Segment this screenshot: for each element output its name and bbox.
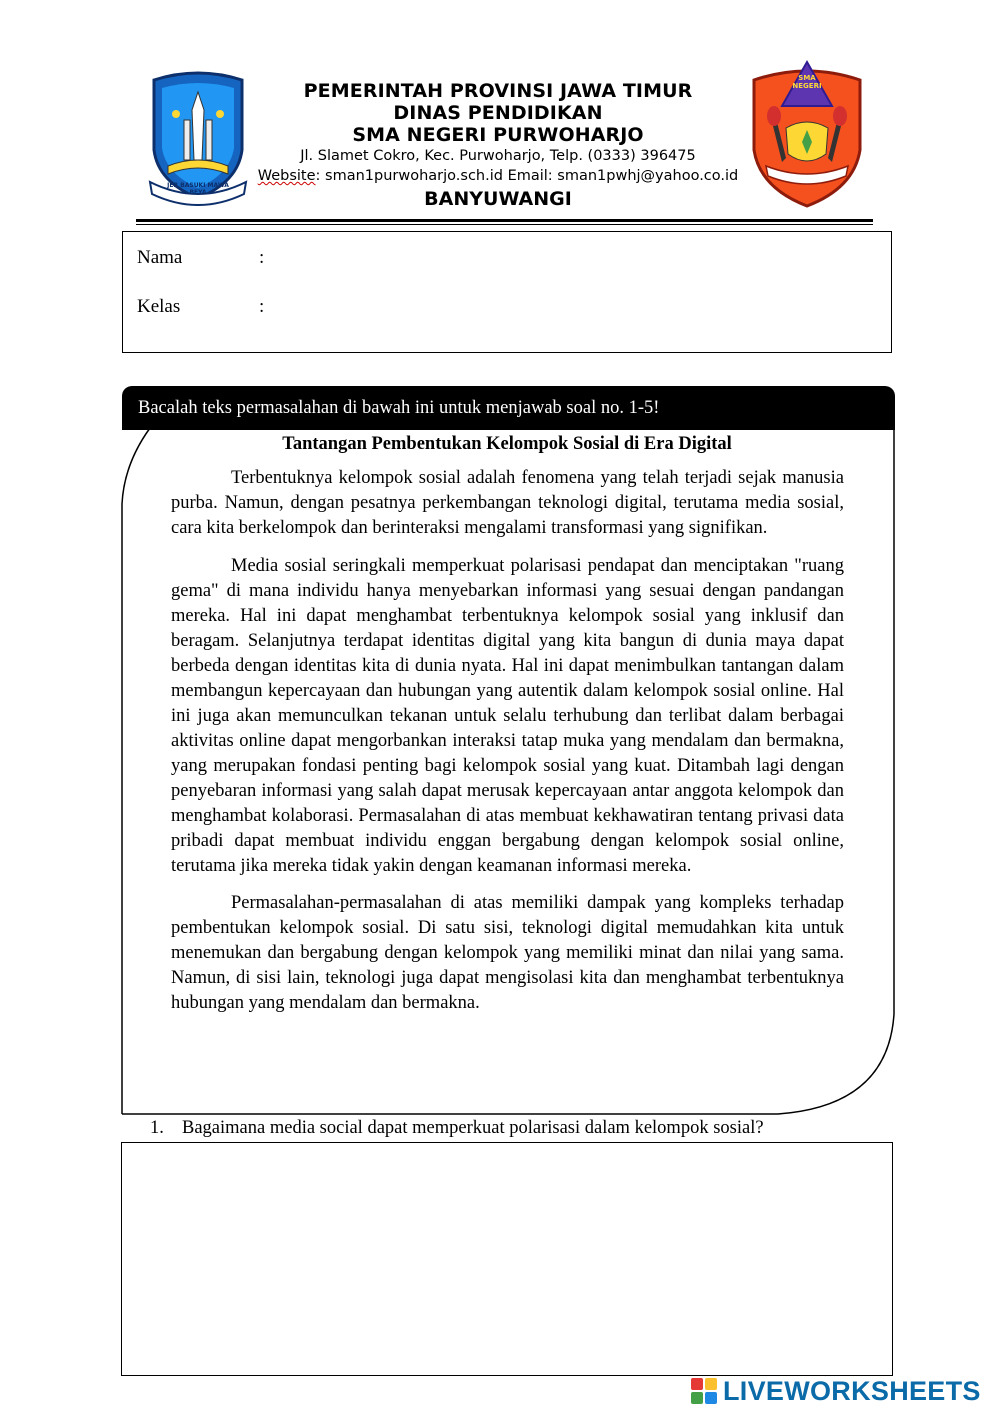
- website-label: Website: [257, 168, 316, 184]
- class-row: [137, 296, 264, 318]
- passage-paragraph: Terbentuknya kelompok sosial adalah fenomena yang telah terjadi sejak manusia purba. Namun, dengan pesatnya perkembangan teknologi digital, terutama media sosial, cara kita berkelompok dan berinteraksi mengalami transformasi yang signifikan.: [171, 468, 844, 538]
- passage-paragraph: Media sosial seringkali memperkuat polarisasi pendapat dan menciptakan "ruang gema" di mana individu hanya menyebarkan informasi yang sesuai dengan pandangan mereka. Hal ini dapat menghambat terbentuknya kelompok sosial yang inklusif dan beragam. Selanjutnya terdapat identitas digital yang kita bangun di dunia maya dapat berbeda dengan identitas kita di dunia nyata. Hal ini dapat menimbulkan tantangan dalam membangun kepercayaan dan hubungan yang autentik dalam kelompok sosial online. Hal ini juga akan memunculkan tekanan untuk selalu terhubung dan terlibat dalam berbagai aktivitas online dapat mengorbankan interaksi tatap muka yang mendalam dan bermakna, yang merupakan fondasi penting bagi kelompok sosial yang kuat. Ditambah lagi dengan penyebaran informasi yang salah dapat merusak kepercayaan antar anggota kelompok dan menghambat kolaborasi. Permasalahan di atas membuat kekhawatiran tentang privasi data pribadi dapat membuat individu enggan bergabung dengan kelompok sosial online, terutama jika mereka tidak yakin dengan keamanan informasi mereka.: [171, 555, 844, 876]
- logo-square: [705, 1392, 717, 1404]
- name-row: [137, 247, 264, 269]
- liveworksheets-logo-icon: [691, 1378, 717, 1404]
- watermark-text: LIVEWORKSHEETS: [723, 1375, 981, 1406]
- passage-title: Tantangan Pembentukan Kelompok Sosial di Era Digital: [282, 434, 732, 454]
- logo-square: [705, 1378, 717, 1390]
- right-logo-text: SMA NEGERI: [792, 74, 822, 90]
- class-label: Kelas: [137, 296, 181, 317]
- website-email-text: : sman1purwoharjo.sch.id Email: sman1pwhj@yahoo.co.id: [315, 168, 739, 184]
- header-contact: [250, 166, 746, 186]
- logo-square: [691, 1392, 703, 1404]
- instruction-banner: Bacalah teks permasalahan di bawah ini untuk menjawab soal no. 1-5!: [122, 386, 895, 430]
- name-label: Nama: [137, 247, 183, 268]
- letterhead-rule-thick: [136, 219, 873, 222]
- passage-paragraph: Permasalahan-permasalahan di atas memiliki dampak yang kompleks terhadap pembentukan kelompok sosial. Di satu sisi, teknologi digital memudahkan kita untuk menemukan dan bergabung dengan kelompok yang memiliki minat dan nilai yang sama. Namun, di sisi lain, teknologi juga dapat mengisolasi kita dan menghambat terbentuknya hubungan yang mendalam dan bermakna.: [171, 893, 844, 1013]
- header-province: PEMERINTAH PROVINSI JAWA TIMUR: [303, 80, 693, 102]
- logo-square: [691, 1378, 703, 1390]
- left-logo-motto: JER BASUKI MAWA BEYA: [167, 182, 229, 196]
- student-identity-box: [122, 231, 892, 353]
- school-crest-logo: [746, 58, 868, 210]
- letterhead-rule-thin: [136, 224, 873, 225]
- liveworksheets-watermark[interactable]: [691, 1374, 981, 1408]
- question-number: 1.: [150, 1118, 164, 1138]
- letterhead-text: [250, 80, 746, 211]
- class-colon: :: [259, 296, 265, 317]
- east-java-emblem-logo: [146, 70, 250, 206]
- question-text: Bagaimana media social dapat memperkuat polarisasi dalam kelompok sosial?: [182, 1118, 764, 1138]
- header-city: BANYUWANGI: [424, 188, 572, 210]
- question-1: [150, 1116, 910, 1140]
- header-department: DINAS PENDIDIKAN: [393, 102, 603, 124]
- answer-1-input-box[interactable]: [121, 1142, 893, 1376]
- header-address: Jl. Slamet Cokro, Kec. Purwoharjo, Telp. (0333) 396475: [300, 148, 696, 164]
- header-school-name: SMA NEGERI PURWOHARJO: [352, 124, 644, 146]
- passage-body: [171, 466, 844, 1029]
- name-colon: :: [259, 247, 265, 268]
